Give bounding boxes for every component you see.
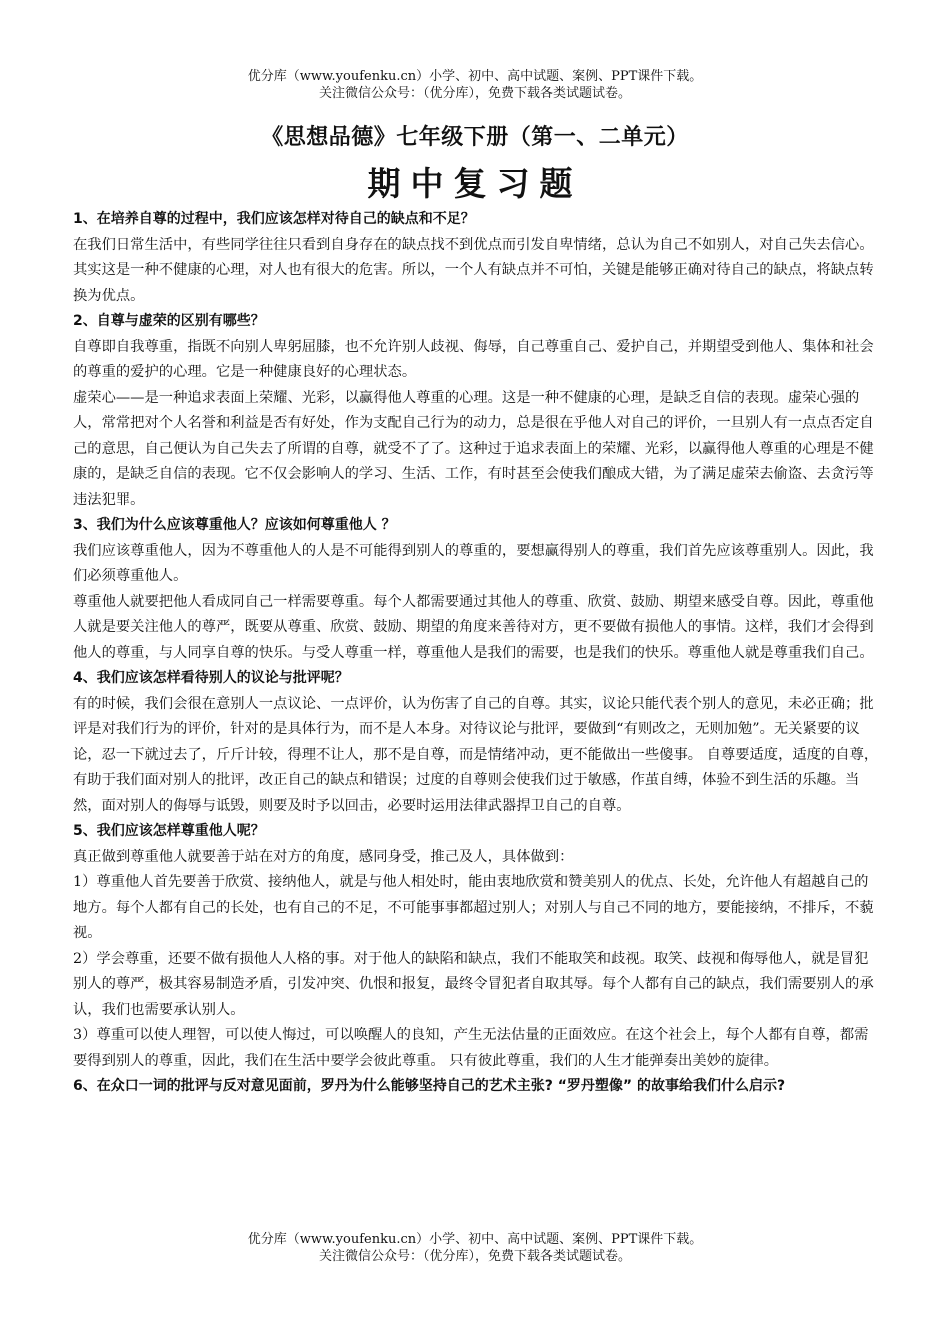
document-subtitle: 期中复习题 xyxy=(367,164,583,203)
answer-paragraph: 2）学会尊重，还要不做有损他人人格的事。对于他人的缺陷和缺点，我们不能取笑和歧视。取笑、歧视和侮辱他人，就是冒犯别人的尊严，极其容易制造矛盾，引发冲突、仇恨和报复，最终令冒犯者自取其辱。每个人都有自己的缺点，我们需要别人的承认，我们也需要承认别人。 xyxy=(73,950,874,1018)
answer-paragraph: 1）尊重他人首先要善于欣赏、接纳他人，就是与他人相处时，能由衷地欣赏和赞美别人的优点、长处，允许他人有超越自己的地方。每个人都有自己的长处，也有自己的不足，不可能事事都超过别人；对别人与自己不同的地方，要能接纳，不排斥，不藐视。 xyxy=(73,874,874,941)
document-body xyxy=(73,207,879,1100)
question-5: 5、我们应该怎样尊重他人呢？ xyxy=(73,823,265,839)
question-2: 2、自尊与虚荣的区别有哪些？ xyxy=(73,313,265,329)
answer-paragraph: 有的时候，我们会很在意别人一点议论、一点评价，认为伤害了自己的自尊。其实，议论只能代表个别人的意见，未必正确；批评是对我们行为的评价，针对的是具体行为，而不是人本身。对待议论与批评，要做到“有则改之，无则加勉”。无关紧要的议论，忍一下就过去了，斤斤计较，得理不让人，那不是自尊，而是情绪冲动，更不能做出一些傻事。 自尊要适度，适度的自尊，有助于我们面对别人的批评，改正自己的缺点和错误；过度的自尊则会使我们过于敏感，作茧自缚，体验不到生活的乐趣。当然，面对别人的侮辱与诋毁，则要及时予以回击，必要时运用法律武器捍卫自己的自尊。 xyxy=(73,695,879,814)
question-4: 4、我们应该怎样看待别人的议论与批评呢？ xyxy=(73,670,349,686)
answer-paragraph: 我们应该尊重他人，因为不尊重他人的人是不可能得到别人的尊重的，要想赢得别人的尊重，我们首先应该尊重别人。因此，我们必须尊重他人。 xyxy=(73,542,874,584)
document-title: 《思想品德》七年级下册（第一、二单元） xyxy=(261,125,689,150)
answer-paragraph: 虚荣心——是一种追求表面上荣耀、光彩，以赢得他人尊重的心理。这是一种不健康的心理，是缺乏自信的表现。虚荣心强的人，常常把对个人名誉和利益是否有好处，作为支配自己行为的动力，总是很在乎他人对自己的评价，一旦别人有一点点否定自己的意思，自己便认为自己失去了所谓的自尊，就受不了了。这种过于追求表面上的荣耀、光彩，以赢得他人尊重的心理是不健康的，是缺乏自信的表现。它不仅会影响人的学习、生活、工作，有时甚至会使我们酿成大错，为了满足虚荣去偷盗、去贪污等违法犯罪。 xyxy=(73,389,874,508)
answer-paragraph: 3）尊重可以使人理智，可以使人悔过，可以唤醒人的良知，产生无法估量的正面效应。在这个社会上，每个人都有自尊，都需要得到别人的尊重，因此，我们在生活中要学会彼此尊重。 只有彼此尊重，我们的人生才能弹奏出美妙的旋律。 xyxy=(73,1027,869,1069)
answer-paragraph: 自尊即自我尊重，指既不向别人卑躬屈膝，也不允许别人歧视、侮辱，自己尊重自己、爱护自己，并期望受到他人、集体和社会的尊重的爱护的心理。它是一种健康良好的心理状态。 xyxy=(73,338,874,380)
question-6: 6、在众口一词的批评与反对意见面前，罗丹为什么能够坚持自己的艺术主张? “罗丹塑像” 的故事给我们什么启示? xyxy=(73,1078,786,1094)
question-1: 1、在培养自尊的过程中，我们应该怎样对待自己的缺点和不足？ xyxy=(73,211,475,227)
question-3: 3、我们为什么应该尊重他人？应该如何尊重他人 ？ xyxy=(73,517,396,533)
answer-paragraph: 真正做到尊重他人就要善于站在对方的角度，感同身受，推己及人，具体做到： xyxy=(73,848,574,865)
page-header xyxy=(0,68,950,102)
header-line-1: 优分库（www.youfenku.cn）小学、初中、高中试题、案例、PPT课件下载。 xyxy=(247,69,703,84)
footer-line-1: 优分库（www.youfenku.cn）小学、初中、高中试题、案例、PPT课件下载。 xyxy=(247,1232,703,1247)
answer-paragraph: 在我们日常生活中，有些同学往往只看到自身存在的缺点找不到优点而引发自卑情绪，总认为自己不如别人，对自己失去信心。其实这是一种不健康的心理，对人也有很大的危害。所以，一个人有缺点并不可怕，关键是能够正确对待自己的缺点，将缺点转换为优点。 xyxy=(73,236,874,304)
footer-line-2: 关注微信公众号：（优分库），免费下载各类试题试卷。 xyxy=(318,1249,631,1264)
header-line-2: 关注微信公众号：（优分库），免费下载各类试题试卷。 xyxy=(318,86,631,101)
page-footer xyxy=(0,1231,950,1265)
answer-paragraph: 尊重他人就要把他人看成同自己一样需要尊重。每个人都需要通过其他人的尊重、欣赏、鼓励、期望来感受自尊。因此，尊重他人就是要关注他人的尊严，既要从尊重、欣赏、鼓励、期望的角度来善待对方，更不要做有损他人的事情。这样，我们才会得到他人的尊重，与人同享自尊的快乐。与受人尊重一样，尊重他人是我们的需要，也是我们的快乐。尊重他人就是尊重我们自己。 xyxy=(73,593,874,661)
